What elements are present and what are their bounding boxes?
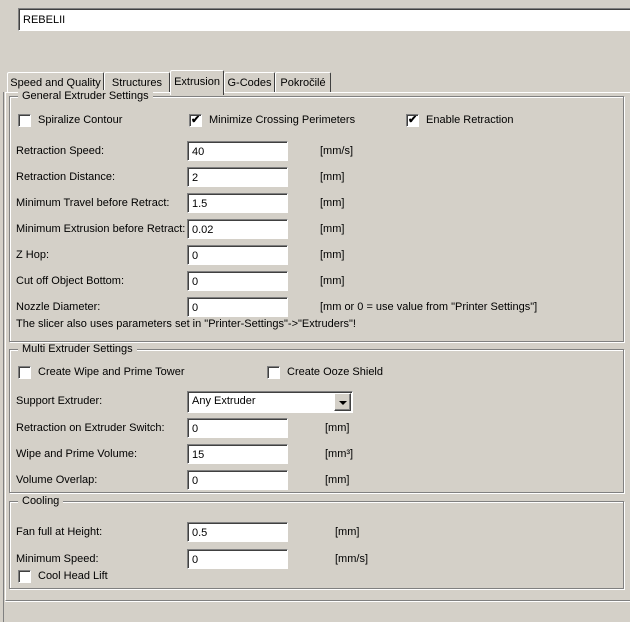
wipe-and-prime-volume-input[interactable] [187, 444, 288, 464]
retraction-on-extruder-switch-row [10, 418, 623, 440]
fan-full-at-height-input[interactable] [187, 522, 288, 542]
tab-g-codes[interactable] [224, 72, 275, 93]
checkbox-label: Cool Head Lift [38, 570, 108, 582]
minimum-travel-before-retract-input[interactable] [187, 193, 288, 213]
tab-page-extrusion [5, 92, 630, 601]
support-extruder-row [10, 391, 623, 413]
field-label: Minimum Speed: [16, 553, 99, 565]
checkbox[interactable] [18, 114, 31, 127]
tab-label: Pokročilé [280, 77, 326, 89]
volume-overlap-input[interactable] [187, 470, 288, 490]
retraction-on-extruder-switch-input[interactable] [187, 418, 288, 438]
minimum-extrusion-before-retract-row [10, 219, 623, 241]
chevron-down-icon [339, 401, 347, 405]
field-label: Retraction Speed: [16, 145, 105, 157]
group-general-extruder-settings [9, 90, 624, 342]
checkbox[interactable] [189, 114, 202, 127]
field-label: Z Hop: [16, 249, 50, 261]
checkbox[interactable] [18, 366, 31, 379]
minimum-speed-row [10, 549, 623, 571]
checkbox[interactable] [18, 570, 31, 583]
profile-name-input[interactable] [18, 8, 630, 31]
nozzle-diameter-input[interactable] [187, 297, 288, 317]
group-cooling [9, 495, 624, 589]
unit-label: [mm] [320, 249, 345, 261]
unit-label: [mm] [325, 474, 350, 486]
tab-label: Speed and Quality [10, 77, 101, 89]
fan-full-at-height-row [10, 522, 623, 544]
checkbox-label: Create Wipe and Prime Tower [38, 366, 185, 378]
wipe-and-prime-volume-row [10, 444, 623, 466]
tab-pokrocile[interactable] [275, 72, 331, 93]
check-icon: ✔ [191, 113, 201, 126]
tab-label: G-Codes [227, 77, 272, 89]
minimize-crossing-perimeters-checkbox-item[interactable] [189, 113, 355, 127]
field-label: Wipe and Prime Volume: [16, 448, 138, 460]
checkbox[interactable] [406, 114, 419, 127]
z-hop-row [10, 245, 623, 267]
field-label: Fan full at Height: [16, 526, 103, 538]
checkbox-label: Create Ooze Shield [287, 366, 383, 378]
spiralize-contour-checkbox-item[interactable] [18, 113, 122, 127]
retraction-speed-row [10, 141, 623, 163]
minimum-extrusion-before-retract-input[interactable] [187, 219, 288, 239]
group-multi-extruder-settings [9, 343, 624, 493]
checkbox[interactable] [267, 366, 280, 379]
field-label: Retraction on Extruder Switch: [16, 422, 165, 434]
checkbox-label: Enable Retraction [426, 114, 514, 126]
field-label: Cut off Object Bottom: [16, 275, 125, 287]
unit-label: [mm] [320, 223, 345, 235]
slicer-note-text: The slicer also uses parameters set in "Printer-Settings"->"Extruders"! [16, 318, 356, 330]
retraction-distance-row [10, 167, 623, 189]
unit-label: [mm] [320, 275, 345, 287]
z-hop-input[interactable] [187, 245, 288, 265]
enable-retraction-checkbox-item[interactable] [406, 113, 513, 127]
tab-label: Extrusion [174, 76, 220, 88]
minimum-speed-input[interactable] [187, 549, 288, 569]
field-label: Support Extruder: [16, 395, 103, 407]
create-ooze-shield-checkbox-item[interactable] [267, 365, 383, 379]
unit-label: [mm/s] [320, 145, 353, 157]
group-title: General Extruder Settings [18, 90, 153, 102]
checkbox-label: Spiralize Contour [38, 114, 123, 126]
checkbox-label: Minimize Crossing Perimeters [209, 114, 356, 126]
field-label: Volume Overlap: [16, 474, 98, 486]
field-label: Minimum Travel before Retract: [16, 197, 170, 209]
volume-overlap-row [10, 470, 623, 492]
field-label: Minimum Extrusion before Retract: [16, 223, 186, 235]
cool-head-lift-checkbox-item[interactable] [18, 569, 108, 583]
field-label: Nozzle Diameter: [16, 301, 101, 313]
field-label: Retraction Distance: [16, 171, 116, 183]
combo-selected-value: Any Extruder [192, 395, 256, 407]
cut-off-object-bottom-input[interactable] [187, 271, 288, 291]
unit-label: [mm] [325, 422, 350, 434]
unit-label: [mm or 0 = use value from "Printer Settings"] [320, 301, 538, 313]
retraction-speed-input[interactable] [187, 141, 288, 161]
check-icon: ✔ [408, 113, 418, 126]
group-title: Cooling [18, 495, 63, 507]
unit-label: [mm/s] [335, 553, 368, 565]
tab-label: Structures [111, 77, 163, 89]
combo-dropdown-button[interactable] [334, 393, 351, 411]
tab-extrusion[interactable] [170, 70, 224, 95]
cut-off-object-bottom-row [10, 271, 623, 293]
unit-label: [mm] [320, 171, 345, 183]
create-wipe-and-prime-tower-checkbox-item[interactable] [18, 365, 185, 379]
retraction-distance-input[interactable] [187, 167, 288, 187]
group-title: Multi Extruder Settings [18, 343, 137, 355]
unit-label: [mm³] [325, 448, 354, 460]
panel-edge-divider [3, 92, 4, 622]
nozzle-diameter-row [10, 297, 623, 319]
support-extruder-select[interactable] [187, 391, 353, 413]
minimum-travel-before-retract-row [10, 193, 623, 215]
unit-label: [mm] [335, 526, 360, 538]
unit-label: [mm] [320, 197, 345, 209]
